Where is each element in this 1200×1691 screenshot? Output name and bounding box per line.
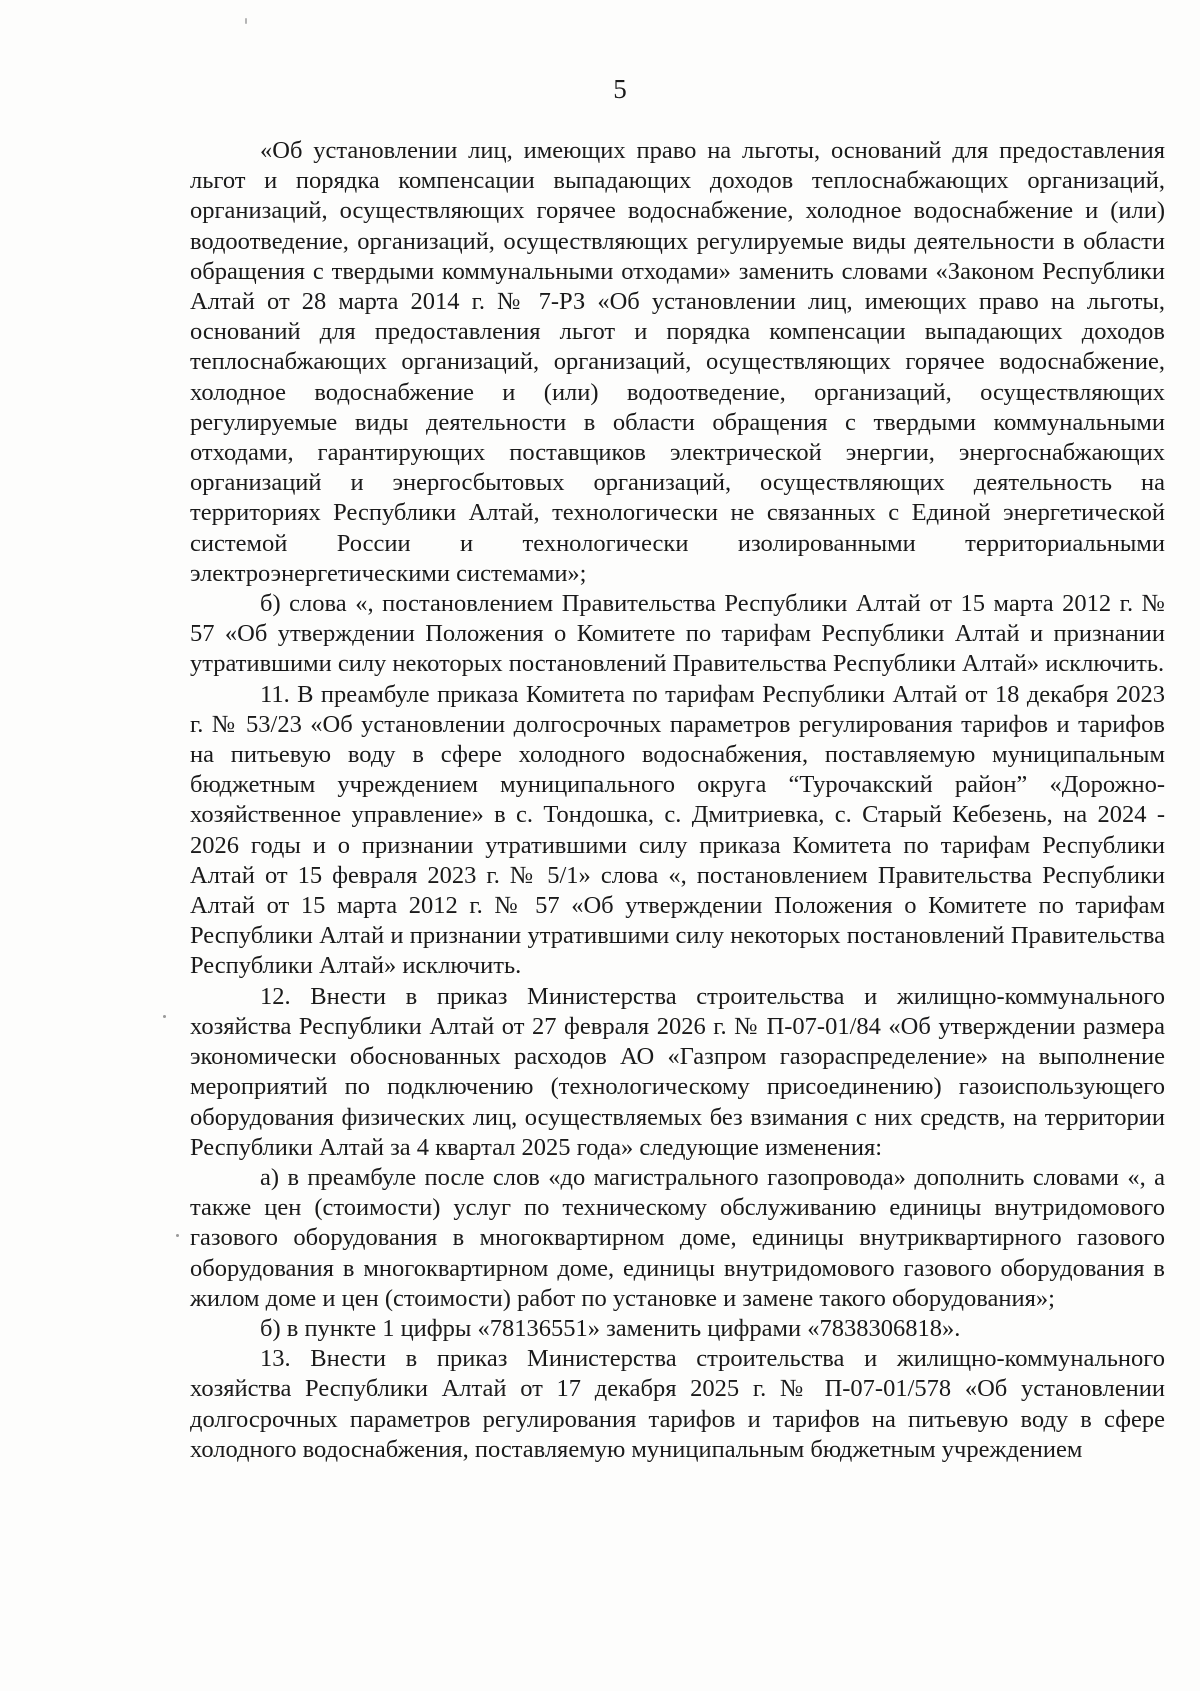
scan-speck	[176, 1234, 179, 1237]
paragraph-item-12: 12. Внести в приказ Министерства строительства и жилищно-коммунального хозяйства Республики Алтай от 27 февраля 2026 г. № П-07-01/84 «Об утверждении размера экономически обоснованных расходов АО «Газпром газораспределение» на выполнение мероприятий по подключению (технологическому присоединению) газоиспользующего оборудования физических лиц, осуществляемых без взимания с них средств, на территории Республики Алтай за 4 квартал 2025 года» следующие изменения:	[190, 982, 1165, 1161]
paragraph-item-12-a: а) в преамбуле после слов «до магистрального газопровода» дополнить словами «, а также цен (стоимости) услуг по техническому обслуживанию единицы внутридомового газового оборудования в многоквартирном доме, единицы внутриквартирного газового оборудования в многоквартирном доме, единицы внутридомового газового оборудования в жилом доме и цен (стоимости) работ по установке и замене такого оборудования»;	[190, 1163, 1165, 1312]
document-body	[190, 136, 1165, 1465]
paragraph-item-11: 11. В преамбуле приказа Комитета по тарифам Республики Алтай от 18 декабря 2023 г. № 53/23 «Об установлении долгосрочных параметров регулирования тарифов и тарифов на питьевую воду в сфере холодного водоснабжения, поставляемую муниципальным бюджетным учреждением муниципального округа “Турочакский район” «Дорожно-хозяйственное управление» в с. Тондошка, с. Дмитриевка, с. Старый Кебезень, на 2024 - 2026 годы и о признании утратившими силу приказа Комитета по тарифам Республики Алтай от 15 февраля 2023 г. № 5/1» слова «, постановлением Правительства Республики Алтай от 15 марта 2012 г. № 57 «Об утверждении Положения о Комитете по тарифам Республики Алтай и признании утратившими силу некоторых постановлений Правительства Республики Алтай» исключить.	[190, 680, 1165, 980]
paragraph-item-b-exclusion: б) слова «, постановлением Правительства Республики Алтай от 15 марта 2012 г. № 57 «Об утверждении Положения о Комитете по тарифам Республики Алтай и признании утратившими силу некоторых постановлений Правительства Республики Алтай» исключить.	[190, 590, 1165, 678]
paragraph-law-title-continuation: «Об установлении лиц, имеющих право на льготы, оснований для предоставления льгот и порядка компенсации выпадающих доходов теплоснабжающих организаций, организаций, осуществляющих горячее водоснабжение, холодное водоснабжение и (или) водоотведение, организаций, осуществляющих регулируемые виды деятельности в области обращения с твердыми коммунальными отходами» заменить словами «Законом Республики Алтай от 28 марта 2014 г. № 7-РЗ «Об установлении лиц, имеющих право на льготы, оснований для предоставления льгот и порядка компенсации выпадающих доходов теплоснабжающих организаций, организаций, осуществляющих горячее водоснабжение, холодное водоснабжение и (или) водоотведение, организаций, осуществляющих регулируемые виды деятельности в области обращения с твердыми коммунальными отходами, гарантирующих поставщиков электрической энергии, энергоснабжающих организаций и энергосбытовых организаций, осуществляющих деятельность на территориях Республики Алтай, технологически не связанных с Единой энергетической системой России и технологически изолированными территориальными электроэнергетическими системами»;	[190, 137, 1165, 587]
paragraph-item-12-b: б) в пункте 1 цифры «78136551» заменить цифрами «7838306818».	[260, 1314, 961, 1342]
paragraph-item-13: 13. Внести в приказ Министерства строительства и жилищно-коммунального хозяйства Республики Алтай от 17 декабря 2025 г. № П-07-01/578 «Об установлении долгосрочных параметров регулирования тарифов и тарифов на питьевую воду в сфере холодного водоснабжения, поставляемую муниципальным бюджетным учреждением	[190, 1345, 1165, 1463]
scan-speck	[245, 18, 247, 24]
scan-speck	[163, 1015, 166, 1018]
page-number: 5	[613, 74, 627, 104]
